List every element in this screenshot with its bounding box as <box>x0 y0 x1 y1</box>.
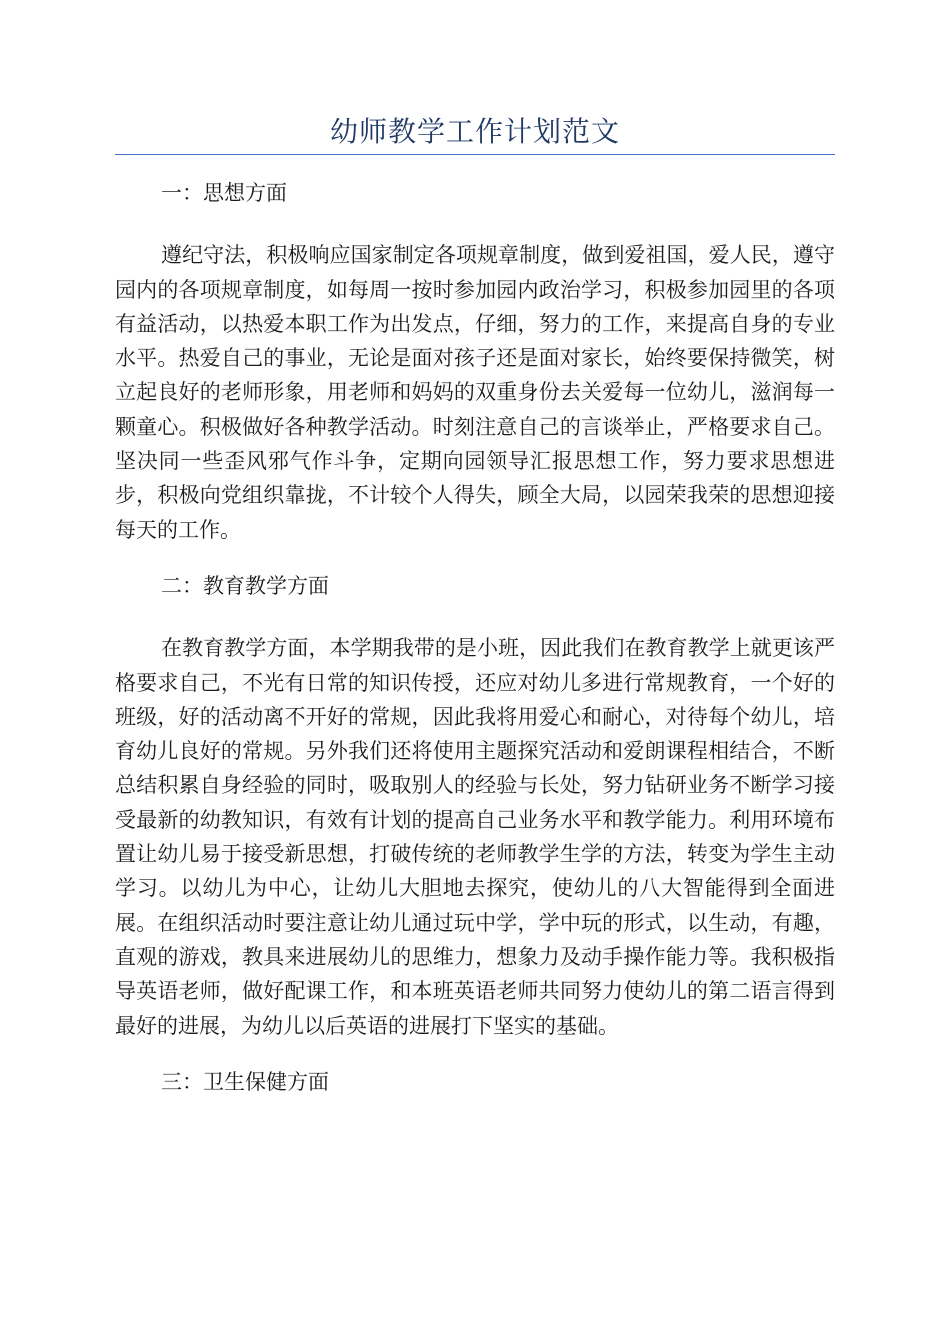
spacer <box>115 603 835 631</box>
section-paragraph-ideology: 遵纪守法，积极响应国家制定各项规章制度，做到爱祖国，爱人民，遵守园内的各项规章制度，如每周一按时参加园内政治学习，积极参加园里的各项有益活动，以热爱本职工作为出发点，仔细，努力的工作，来提高自身的专业水平。热爱自己的事业，无论是面对孩子还是面对家长，始终要保持微笑，树立起良好的老师形象，用老师和妈妈的双重身份去关爱每一位幼儿，滋润每一颗童心。积极做好各种教学活动。时刻注意自己的言谈举止，严格要求自己。坚决同一些歪风邪气作斗争，定期向园领导汇报思想工作，努力要求思想进步，积极向党组织靠拢，不计较个人得失，顾全大局，以园荣我荣的思想迎接每天的工作。 <box>115 243 835 542</box>
spacer <box>115 210 835 238</box>
section-heading-teaching: 二：教育教学方面 <box>161 573 329 598</box>
section-heading-health: 三：卫生保健方面 <box>161 1069 329 1094</box>
section-heading-ideology: 一：思想方面 <box>161 181 287 205</box>
document-body <box>115 176 835 1099</box>
document-title: 幼师教学工作计划范文 <box>329 115 620 148</box>
section-paragraph-teaching: 在教育教学方面，本学期我带的是小班，因此我们在教育教学上就更该严格要求自己，不光有日常的知识传授，还应对幼儿多进行常规教育，一个好的班级，好的活动离不开好的常规，因此我将用爱心和耐心，对待每个幼儿，培育幼儿良好的常规。另外我们还将使用主题探究活动和爱朗课程相结合，不断总结积累自身经验的同时，吸取别人的经验与长处，努力钻研业务不断学习接受最新的幼教知识，有效有计划的提高自己业务水平和教学能力。利用环境布置让幼儿易于接受新思想，打破传统的老师教学生学的方法，转变为学生主动学习。以幼儿为中心，让幼儿大胆地去探究，使幼儿的八大智能得到全面进展。在组织活动时要注意让幼儿通过玩中学，学中玩的形式，以生动，有趣，直观的游戏，教具来进展幼儿的思维力，想象力及动手操作能力等。我积极指导英语老师，做好配课工作，和本班英语老师共同努力使幼儿的第二语言得到最好的进展，为幼儿以后英语的进展打下坚实的基础。 <box>115 636 835 1038</box>
spacer <box>115 1043 835 1065</box>
spacer <box>115 547 835 569</box>
title-underline <box>115 154 835 155</box>
